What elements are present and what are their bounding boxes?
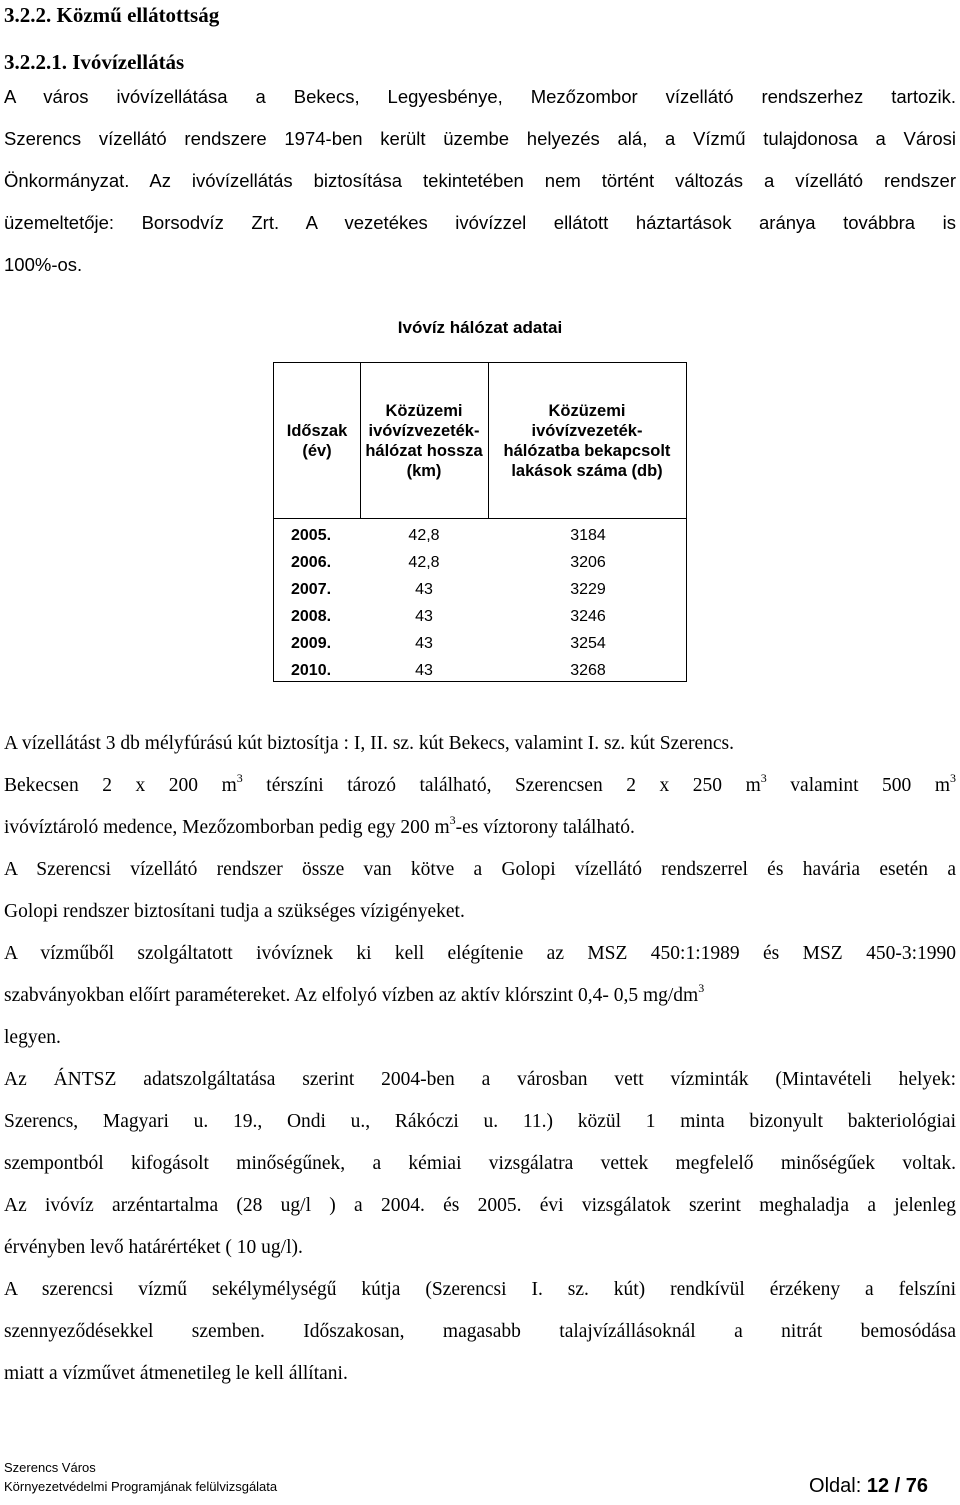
body-line: szempontból kifogásolt minőségűnek, a kémiai vizsgálatra vettek megfelelő minőségűek voltak. xyxy=(4,1153,956,1174)
intro-line: üzemeltetője: Borsodvíz Zrt. A vezetékes ivóvízzel ellátott háztartások aránya továbbra is xyxy=(4,212,956,233)
row-length: 43 xyxy=(415,608,433,625)
row-length: 43 xyxy=(415,662,433,679)
table-row xyxy=(274,578,686,605)
row-length: 43 xyxy=(415,581,433,598)
body-line: Az ÁNTSZ adatszolgáltatása szerint 2004-ben a városban vett vízminták (Mintavételi helyek: xyxy=(4,1069,956,1090)
row-year: 2009. xyxy=(291,635,332,652)
row-year: 2005. xyxy=(291,527,332,544)
footer-city: Szerencs Város xyxy=(4,1460,96,1475)
row-length: 42,8 xyxy=(408,527,440,544)
table-row xyxy=(274,524,686,551)
body-line: érvényben levő határértéket ( 10 ug/l). xyxy=(4,1237,303,1258)
row-count: 3254 xyxy=(570,635,606,652)
row-year: 2007. xyxy=(291,581,332,598)
table-header xyxy=(274,363,686,519)
body-line: A szerencsi vízmű sekélymélységű kútja (Szerencsi I. sz. kút) rendkívül érzékeny a felszíni xyxy=(4,1279,956,1300)
table-row xyxy=(274,632,686,659)
row-year: 2010. xyxy=(291,662,332,679)
section-heading: 3.2.2. Közmű ellátottság xyxy=(4,3,220,27)
row-count: 3268 xyxy=(570,662,606,679)
body-line: miatt a vízművet átmenetileg le kell állítani. xyxy=(4,1363,348,1384)
intro-line: 100%-os. xyxy=(4,254,83,275)
page-number: Oldal: 12 / 76 xyxy=(809,1475,928,1497)
row-count: 3206 xyxy=(570,554,606,571)
row-year: 2008. xyxy=(291,608,332,625)
header-length: Közüzemi ivóvízvezeték-hálózat hossza (km) xyxy=(365,401,483,480)
row-length: 43 xyxy=(415,635,433,652)
row-count: 3246 xyxy=(570,608,606,625)
intro-paragraph xyxy=(4,76,956,286)
row-count: 3184 xyxy=(570,527,606,544)
table-row xyxy=(274,659,686,686)
body-line: A vízműből szolgáltatott ivóvíznek ki kell elégítenie az MSZ 450:1:1989 és MSZ 450-3:1990 xyxy=(4,943,956,964)
header-count: Közüzemi ivóvízvezeték-hálózatba bekapcsolt lakások száma (db) xyxy=(503,401,671,480)
body-line: Bekecsen 2 x 200 $m^3$ térszíni tározó található, Szerencsen 2 x 250 $m^3$ valamint 500 $m^3$ xyxy=(4,771,957,796)
body-paragraphs xyxy=(4,723,956,1395)
intro-line: Szerencs vízellátó rendszere 1974-ben került üzembe helyezés alá, a Vízmű tulajdonosa a Városi xyxy=(4,128,956,149)
row-length: 42,8 xyxy=(408,554,440,571)
header-period: Időszak (év) xyxy=(286,421,348,460)
body-line: ivóvíztároló medence, Mezőzomborban pedig egy 200 $m^3-es$ víztorony található. xyxy=(4,813,635,838)
intro-line: A város ivóvízellátása a Bekecs, Legyesbénye, Mezőzombor vízellátó rendszerhez tartozik. xyxy=(4,86,956,107)
body-line: szennyeződésekkel szemben. Időszakosan, magasabb talajvízállásoknál a nitrát bemosódása xyxy=(4,1321,956,1342)
table-caption: Ivóvíz hálózat adatai xyxy=(397,318,563,337)
row-count: 3229 xyxy=(570,581,606,598)
table-row xyxy=(274,551,686,578)
body-line: legyen. xyxy=(4,1027,61,1048)
table-row xyxy=(274,605,686,632)
body-line: Az ivóvíz arzéntartalma (28 ug/l ) a 2004. és 2005. évi vizsgálatok szerint meghaladja a jelenleg xyxy=(4,1195,956,1216)
data-table xyxy=(273,362,687,682)
footer-left xyxy=(4,1458,277,1496)
body-line: Golopi rendszer biztosítani tudja a szükséges vízigényeket. xyxy=(4,901,465,922)
row-year: 2006. xyxy=(291,554,332,571)
footer-program: Környezetvédelmi Programjának felülvizsgálata xyxy=(4,1479,278,1494)
intro-line: Önkormányzat. Az ivóvízellátás biztosítása tekintetében nem történt változás a vízellátó rendszer xyxy=(4,170,956,191)
subsection-heading: 3.2.2.1. Ivóvízellátás xyxy=(4,50,185,74)
body-line: A vízellátást 3 db mélyfúrású kút biztosítja : I, II. sz. kút Bekecs, valamint I. sz. kút Szerencs. xyxy=(4,733,734,754)
body-line: szabványokban előírt paramétereket. Az elfolyó vízben az aktív klórszint 0,4- 0,5 $mg/dm^3$ xyxy=(4,981,705,1006)
body-line: A Szerencsi vízellátó rendszer össze van kötve a Golopi vízellátó rendszerrel és havária esetén a xyxy=(4,859,956,880)
body-line: Szerencs, Magyari u. 19., Ondi u., Rákóczi u. 11.) közül 1 minta bizonyult bakteriológiai xyxy=(4,1111,956,1132)
